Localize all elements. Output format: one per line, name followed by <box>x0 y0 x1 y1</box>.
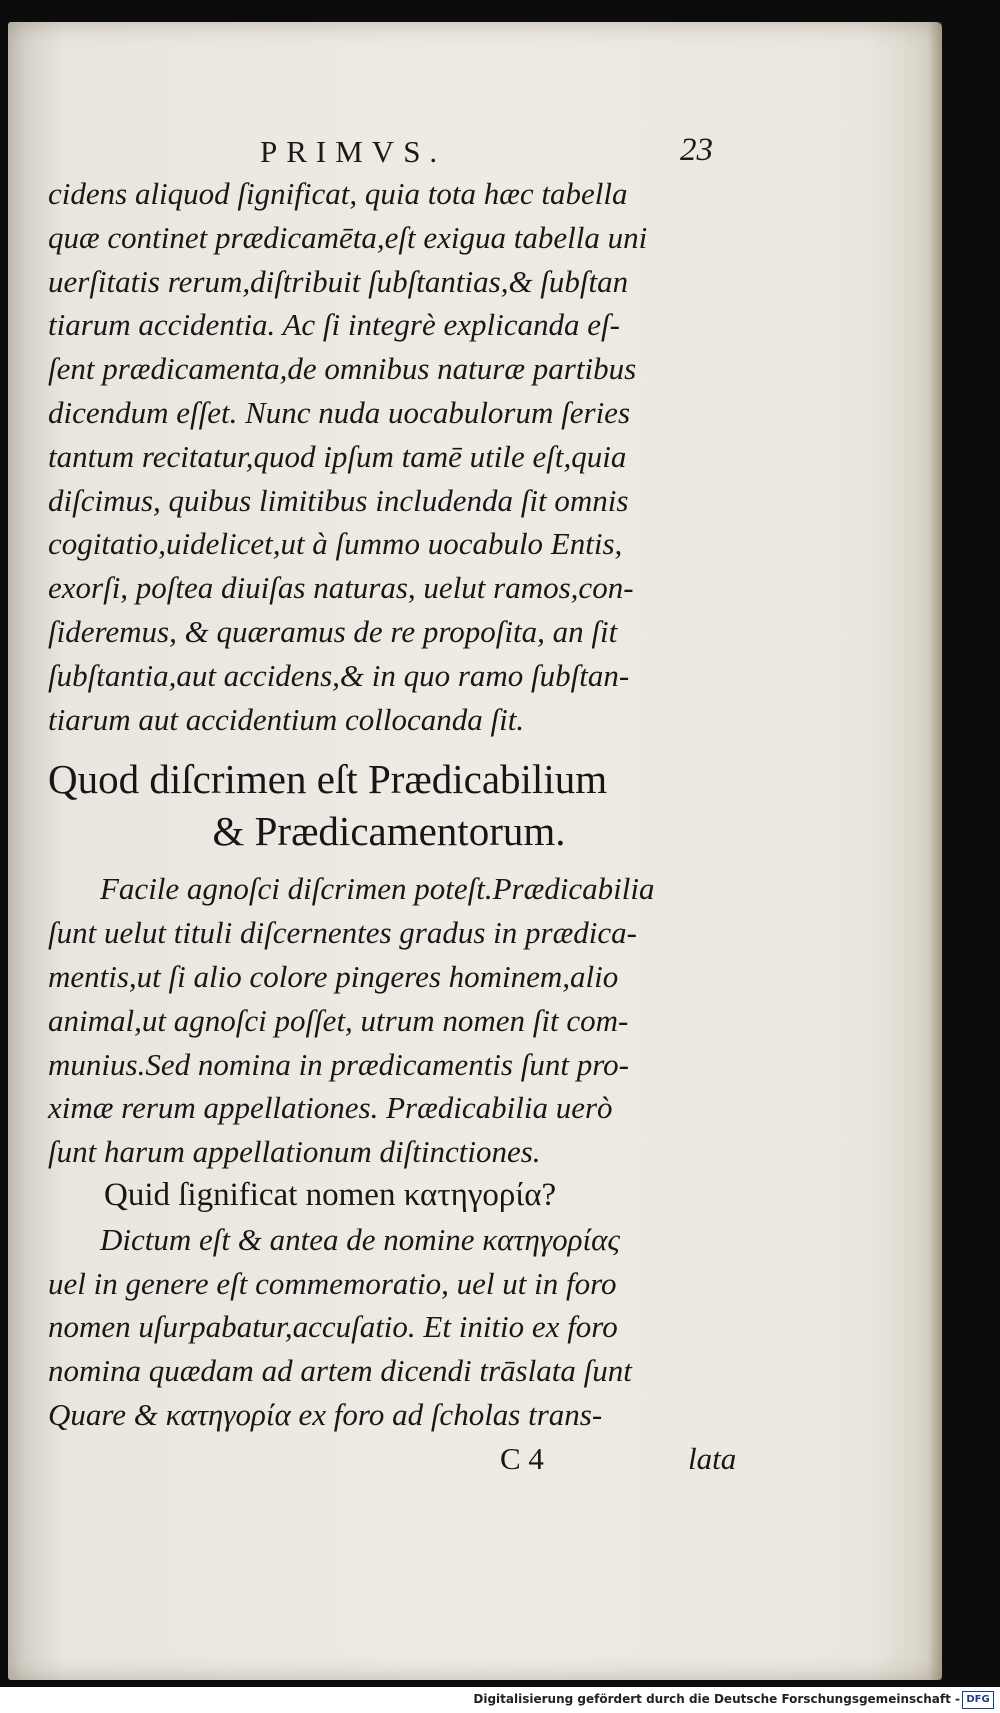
text-line: ſubſtantia,aut accidens,& in quo ramo ſubſtan- <box>48 657 630 693</box>
text-line: nomina quædam ad artem dicendi trāslata ſunt <box>48 1353 632 1389</box>
catchword: lata <box>688 1440 737 1476</box>
sub-heading: Quid ſignificat nomen κατηγορία? <box>104 1176 557 1213</box>
text-line: cogitatio,uidelicet,ut à ſummo uocabulo Entis, <box>48 526 623 562</box>
dfg-logo: DFG <box>962 1691 994 1709</box>
text-line: Dictum eſt & antea de nomine κατηγορίας <box>100 1221 620 1257</box>
text-line: tiarum accidentia. Ac ſi integrè explicanda eſ- <box>48 307 620 343</box>
text-block <box>48 172 737 1481</box>
heading-line: Quod diſcrimen eſt Prædicabilium <box>48 756 608 803</box>
text-line: uerſitatis rerum,diſtribuit ſubſtantias,& ſubſtan <box>48 263 629 299</box>
text-line: dicendum eſſet. Nunc nuda uocabulorum ſeries <box>48 394 631 430</box>
paragraph-2 <box>48 867 730 1174</box>
text-line: Facile agnoſci diſcrimen poteſt.Prædicabilia <box>100 871 655 907</box>
text-line: tiarum aut accidentium collocanda ſit. <box>48 701 525 737</box>
text-line: cidens aliquod ſignificat, quia tota hæc tabella <box>48 176 628 211</box>
text-line: ſent prædicamenta,de omnibus naturæ partibus <box>48 351 637 387</box>
paragraph-3 <box>48 1218 730 1437</box>
text-line: nomen uſurpabatur,accuſatio. Et initio ex foro <box>48 1309 618 1345</box>
paragraph-1 <box>48 172 730 741</box>
text-line: ximæ rerum appellationes. Prædicabilia uerò <box>48 1090 613 1126</box>
text-line: exorſi, poſtea diuiſas naturas, uelut ramos,con- <box>48 570 634 606</box>
text-line: Quare & κατηγορία ex foro ad ſcholas trans- <box>48 1396 603 1432</box>
text-line: mentis,ut ſi alio colore pingeres hominem,alio <box>48 958 619 994</box>
text-line: ſunt uelut tituli diſcernentes gradus in prædica- <box>48 915 637 951</box>
book-page <box>8 22 942 1680</box>
text-line: uel in genere eſt commemoratio, uel ut in foro <box>48 1265 617 1301</box>
text-line: animal,ut agnoſci poſſet, utrum nomen ſit com- <box>48 1002 629 1038</box>
text-line: ſideremus, & quæramus de re propoſita, an ſit <box>48 613 618 649</box>
funding-credit: Digitalisierung gefördert durch die Deutsche Forschungsgemeinschaft - <box>473 1692 960 1706</box>
text-line: munius.Sed nomina in prædicamentis ſunt pro- <box>48 1046 629 1082</box>
text-line: diſcimus, quibus limitibus includenda ſit omnis <box>48 482 629 518</box>
text-line: tantum recitatur,quod ipſum tamē utile eſt,quia <box>48 438 627 474</box>
signature-line <box>48 1437 737 1481</box>
running-head: PRIMVS. <box>260 134 447 169</box>
page-number: 23 <box>680 132 713 168</box>
section-heading <box>48 753 730 857</box>
heading-line: & Prædicamentorum. <box>212 808 566 855</box>
text-line: ſunt harum appellationum diſtinctiones. <box>48 1134 541 1170</box>
text-line: quæ continet prædicamēta,eſt exigua tabella uni <box>48 219 648 255</box>
digitization-footer <box>0 1687 1000 1713</box>
question-line <box>48 1174 730 1218</box>
signature-mark: C 4 <box>500 1440 544 1476</box>
